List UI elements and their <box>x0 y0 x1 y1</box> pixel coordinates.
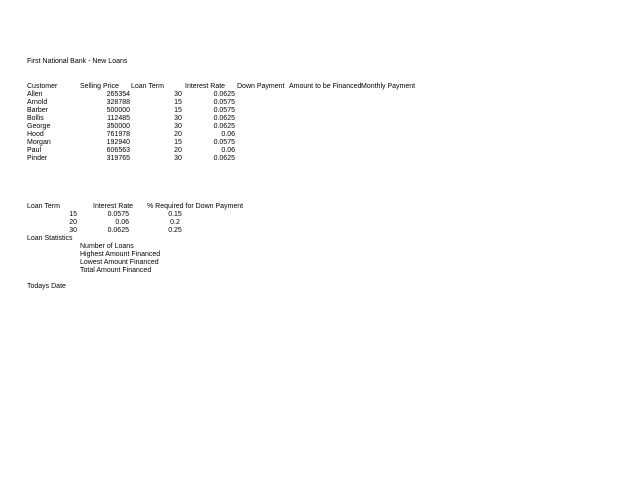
cell-loan-term: 15 <box>174 99 182 106</box>
stats-item: Total Amount Financed <box>80 267 152 274</box>
lookup-cell-rate: 0.0625 <box>107 227 129 234</box>
cell-loan-term: 30 <box>174 155 182 162</box>
cell-selling-price: 192940 <box>106 139 130 146</box>
cell-interest-rate: 0.0625 <box>213 155 235 162</box>
cell-selling-price: 350000 <box>106 123 130 130</box>
cell-customer: Bollis <box>27 115 44 122</box>
cell-loan-term: 15 <box>174 139 182 146</box>
header-loan-term: Loan Term <box>131 83 164 90</box>
lookup-cell-down: 0.25 <box>168 227 182 234</box>
lookup-header-down-payment: % Required for Down Payment <box>147 203 244 210</box>
cell-interest-rate: 0.0625 <box>213 91 235 98</box>
cell-selling-price: 500000 <box>106 107 130 114</box>
lookup-cell-term: 15 <box>69 211 77 218</box>
cell-selling-price: 761978 <box>106 131 130 138</box>
lookup-cell-down: 0.2 <box>170 219 180 226</box>
header-customer: Customer <box>27 83 58 90</box>
stats-heading: Loan Statistics <box>27 235 73 242</box>
cell-customer: Allen <box>27 91 43 98</box>
lookup-header-loan-term: Loan Term <box>27 203 60 210</box>
cell-interest-rate: 0.0625 <box>213 115 235 122</box>
cell-selling-price: 319765 <box>106 155 130 162</box>
lookup-cell-rate: 0.06 <box>115 219 129 226</box>
header-amount-financed: Amount to be Financed <box>289 83 362 90</box>
cell-loan-term: 30 <box>174 115 182 122</box>
cell-loan-term: 20 <box>174 131 182 138</box>
header-interest-rate: Interest Rate <box>185 83 226 90</box>
lookup-cell-down: 0.15 <box>168 211 182 218</box>
header-monthly-payment: Monthly Payment <box>361 83 416 90</box>
cell-interest-rate: 0.0575 <box>213 99 235 106</box>
header-selling-price: Selling Price <box>80 83 119 90</box>
lookup-cell-term: 20 <box>69 219 77 226</box>
stats-item: Highest Amount Financed <box>80 251 161 258</box>
lookup-cell-rate: 0.0575 <box>107 211 129 218</box>
cell-loan-term: 15 <box>174 107 182 114</box>
cell-customer: Barber <box>27 107 49 114</box>
stats-item: Lowest Amount Financed <box>80 259 159 266</box>
cell-selling-price: 265354 <box>106 91 130 98</box>
header-down-payment: Down Payment <box>237 83 285 90</box>
cell-customer: Hood <box>27 131 44 138</box>
cell-interest-rate: 0.06 <box>221 147 235 154</box>
page-title: First National Bank - New Loans <box>27 58 128 65</box>
todays-date-label: Todays Date <box>27 283 66 290</box>
cell-interest-rate: 0.0575 <box>213 107 235 114</box>
cell-customer: Paul <box>27 147 42 154</box>
lookup-cell-term: 30 <box>69 227 77 234</box>
cell-customer: Morgan <box>27 139 51 146</box>
stats-item: Number of Loans <box>80 243 134 250</box>
cell-selling-price: 112485 <box>107 115 130 122</box>
lookup-header-interest-rate: Interest Rate <box>93 203 134 210</box>
cell-interest-rate: 0.0625 <box>213 123 235 130</box>
cell-customer: George <box>27 123 51 130</box>
cell-selling-price: 606563 <box>106 147 130 154</box>
cell-customer: Arnold <box>27 99 48 106</box>
cell-interest-rate: 0.0575 <box>213 139 235 146</box>
cell-loan-term: 30 <box>174 91 182 98</box>
cell-loan-term: 30 <box>174 123 182 130</box>
cell-selling-price: 328788 <box>106 99 130 106</box>
cell-interest-rate: 0.06 <box>221 131 235 138</box>
cell-loan-term: 20 <box>174 147 182 154</box>
cell-customer: Pinder <box>27 155 48 162</box>
